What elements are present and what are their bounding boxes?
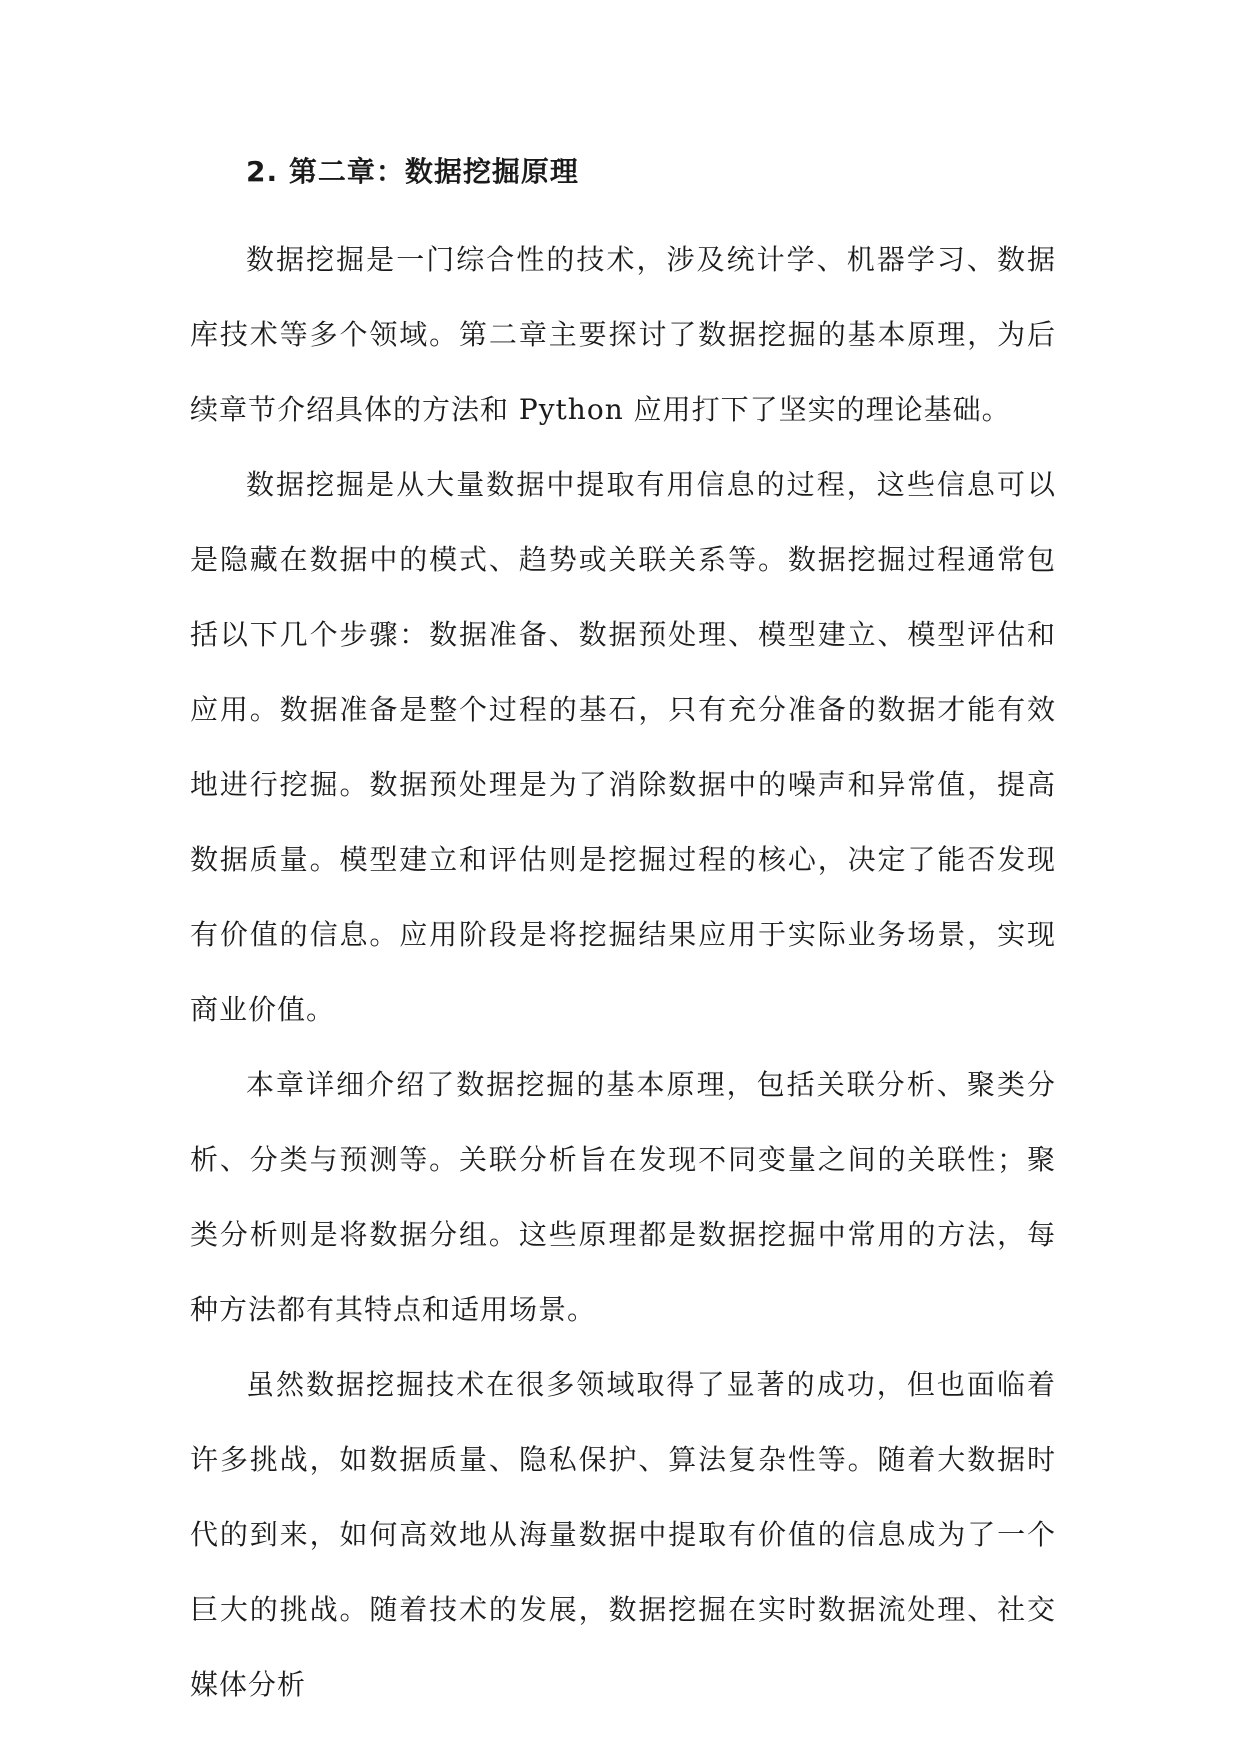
paragraph-principles: 本章详细介绍了数据挖掘的基本原理，包括关联分析、聚类分析、分类与预测等。关联分析旨在发现不同变量之间的关联性；聚类分析则是将数据分组。这些原理都是数据挖掘中常用的方法，每种方法都有其特点和适用场景。	[190, 1068, 1056, 1326]
paragraph-process: 数据挖掘是从大量数据中提取有用信息的过程，这些信息可以是隐藏在数据中的模式、趋势或关联关系等。数据挖掘过程通常包括以下几个步骤：数据准备、数据预处理、模型建立、模型评估和应用。数据准备是整个过程的基石，只有充分准备的数据才能有效地进行挖掘。数据预处理是为了消除数据中的噪声和异常值，提高数据质量。模型建立和评估则是挖掘过程的核心，决定了能否发现有价值的信息。应用阶段是将挖掘结果应用于实际业务场景，实现商业价值。	[190, 468, 1056, 1026]
chapter-heading: 2. 第二章：数据挖掘原理	[246, 155, 579, 188]
paragraph-challenges: 虽然数据挖掘技术在很多领域取得了显著的成功，但也面临着许多挑战，如数据质量、隐私保护、算法复杂性等。随着大数据时代的到来，如何高效地从海量数据中提取有价值的信息成为了一个巨大的挑战。随着技术的发展，数据挖掘在实时数据流处理、社交媒体分析	[190, 1368, 1056, 1701]
paragraph-intro: 数据挖掘是一门综合性的技术，涉及统计学、机器学习、数据库技术等多个领域。第二章主要探讨了数据挖掘的基本原理，为后续章节介绍具体的方法和 Python 应用打下了坚实的理论基础。	[190, 243, 1056, 426]
document-body	[190, 150, 1056, 1722]
